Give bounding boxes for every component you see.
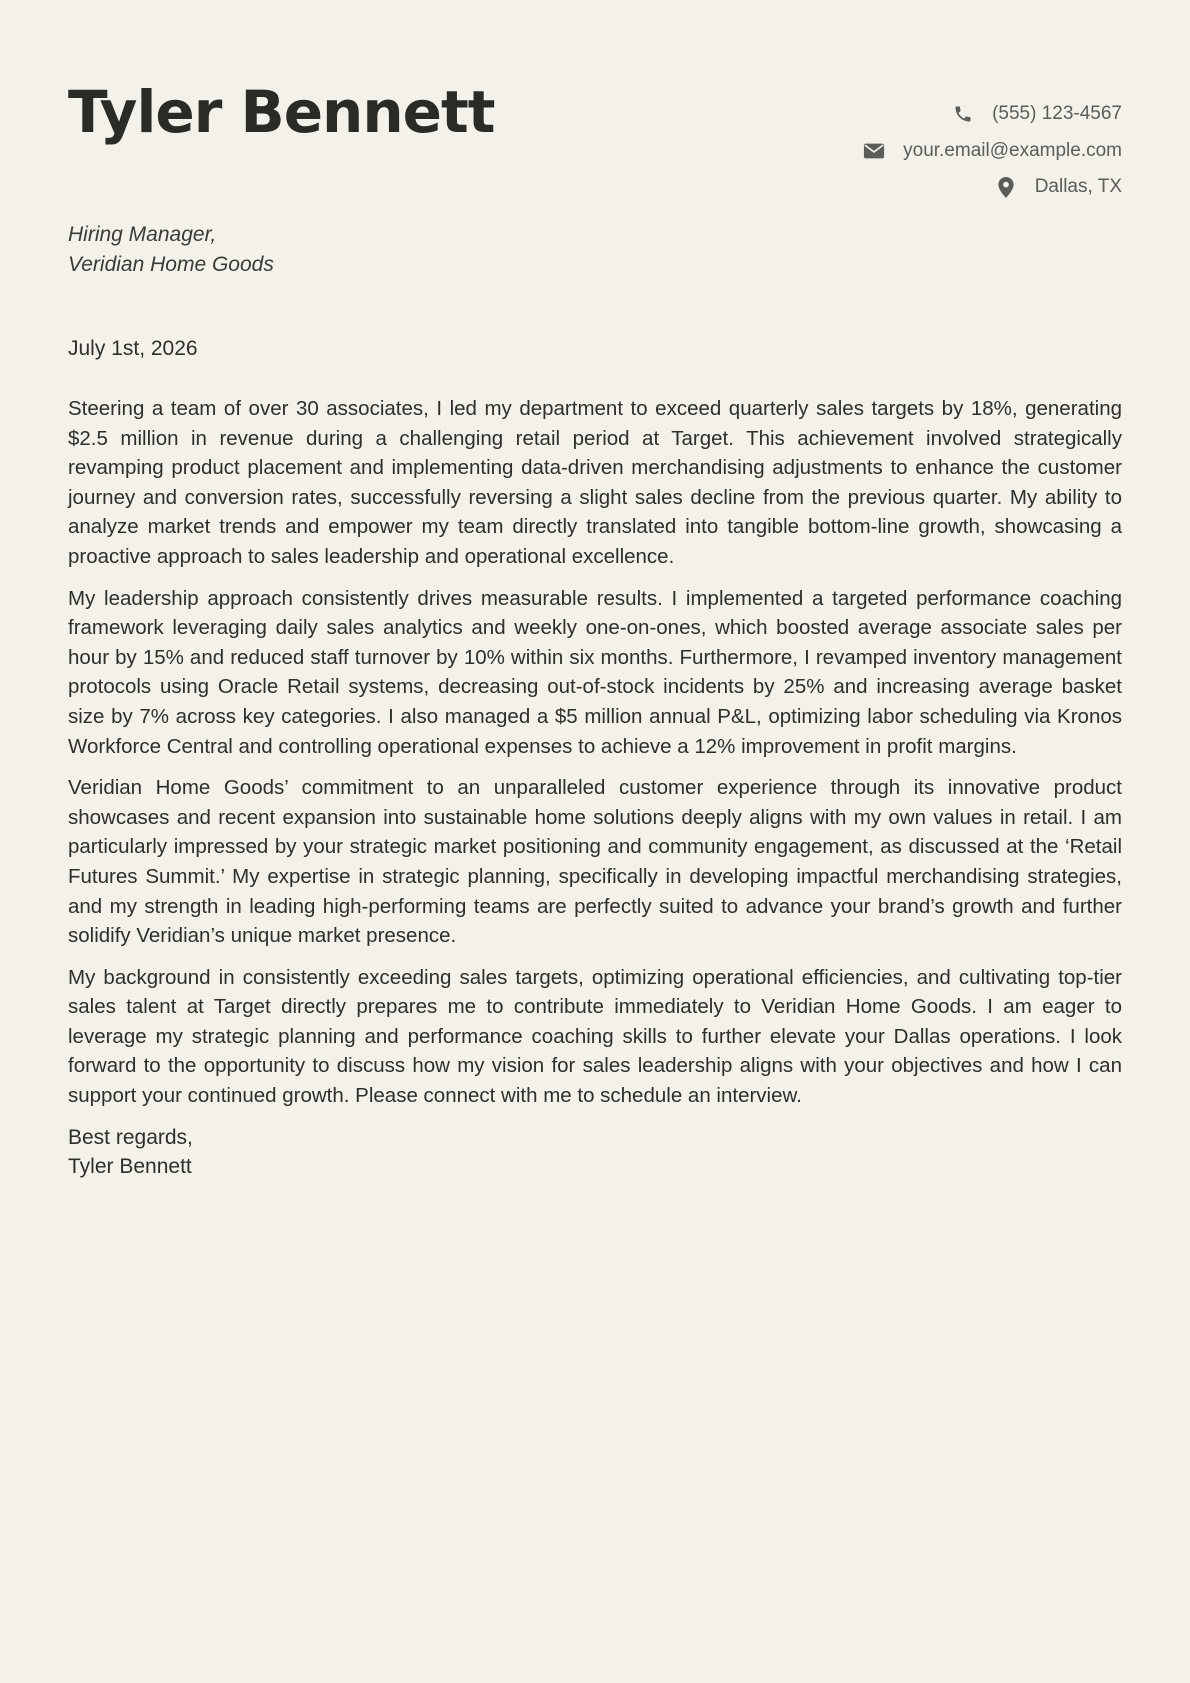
contact-phone [863,96,1122,133]
body-paragraph: Veridian Home Goods’ commitment to an unparalleled customer experience through its innovative product showcases and recent expansion into sustainable home solutions deeply aligns with my own values in retail. I am particularly impressed by your strategic market positioning and community engagement, as discussed at the ‘Retail Futures Summit.’ My expertise in strategic planning, specifically in developing impactful merchandising strategies, and my strength in leading high-performing teams are perfectly suited to advance your brand’s growth and further solidify Veridian’s unique market presence. [68,776,1122,948]
applicant-name: Tyler Bennett [68,78,495,146]
recipient-block [68,220,1122,280]
phone-text: (555) 123-4567 [992,103,1122,125]
email-text: your.email@example.com [903,139,1122,161]
recipient-title: Hiring Manager, [68,223,217,246]
contact-email [863,133,1122,170]
body-paragraph: My leadership approach consistently drives measurable results. I implemented a targeted performance coaching framework leveraging daily sales analytics and weekly one-on-ones, which boosted average associate sales per hour by 15% and reduced staff turnover by 10% within six months. Furthermore, I revamped inventory management protocols using Oracle Retail systems, decreasing out-of-stock incidents by 25% and increasing average basket size by 7% across key categories. I also managed a $5 million annual P&L, optimizing labor scheduling via Kronos Workforce Central and controlling operational expenses to achieve a 12% improvement in profit margins. [68,586,1122,758]
location-text: Dallas, TX [1034,176,1122,198]
phone-icon [952,103,974,125]
letter-closing [68,1123,1122,1182]
recipient-company: Veridian Home Goods [68,253,274,276]
letter-header [68,0,1122,200]
contact-location [863,169,1122,206]
body-paragraph: Steering a team of over 30 associates, I led my department to exceed quarterly sales targets by 18%, generating $2.5 million in revenue during a challenging retail period at Target. This achievement involved strategically revamping product placement and implementing data-driven merchandising adjustments to enhance the customer journey and conversion rates, successfully reversing a slight sales decline from the previous quarter. My ability to analyze market trends and empower my team directly translated into tangible bottom-line growth, showcasing a proactive approach to sales leadership and operational excellence. [68,397,1122,568]
letter-date: July 1st, 2026 [68,337,198,360]
contact-block [863,96,1122,206]
letter-body [68,394,1122,1111]
map-pin-icon [995,176,1017,198]
closing-salutation: Best regards, [68,1125,193,1149]
closing-signature: Tyler Bennett [68,1155,192,1179]
body-paragraph: My background in consistently exceeding sales targets, optimizing operational efficiencies, and cultivating top-tier sales talent at Target directly prepares me to contribute immediately to Veridian Home Goods. I am eager to leverage my strategic planning and performance coaching skills to further elevate your Dallas operations. I look forward to the opportunity to discuss how my vision for sales leadership aligns with your objectives and how I can support your continued growth. Please connect with me to schedule an interview. [68,965,1122,1108]
envelope-icon [863,140,885,162]
